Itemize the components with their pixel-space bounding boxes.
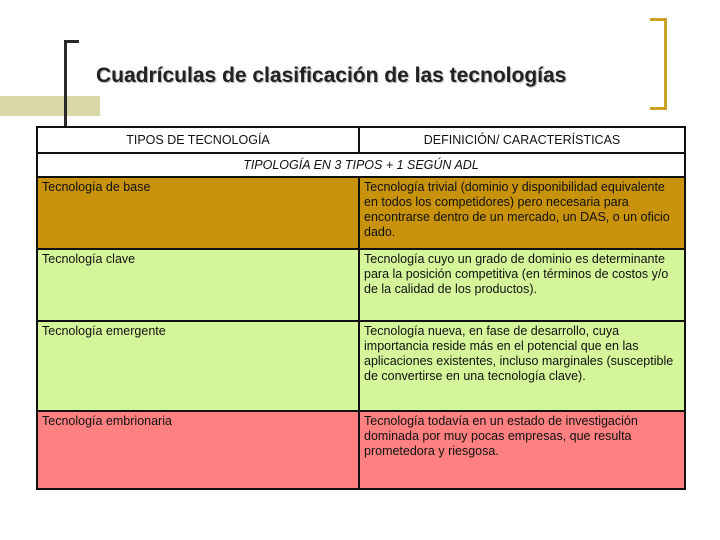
table-row (37, 411, 685, 489)
right-bracket-decoration (650, 18, 667, 110)
slide-title: Cuadrículas de clasificación de las tecnologías (96, 64, 567, 87)
table-row (37, 177, 685, 249)
table-header-row (37, 127, 685, 153)
row-definition: Tecnología trivial (dominio y disponibilidad equivalente en todos los competidores) pero necesaria para encontrarse dentro de un mercado, un DAS, o un oficio dado. (359, 177, 685, 249)
row-type: Tecnología embrionaria (37, 411, 359, 489)
row-definition: Tecnología todavía en un estado de investigación dominada por muy pocas empresas, que resulta prometedora y riesgosa. (359, 411, 685, 489)
row-type: Tecnología de base (37, 177, 359, 249)
table-subheader-row (37, 153, 685, 177)
row-definition: Tecnología cuyo un grado de dominio es determinante para la posición competitiva (en términos de costos y/o de la calidad de los productos). (359, 249, 685, 321)
table-row (37, 249, 685, 321)
row-definition: Tecnología nueva, en fase de desarrollo, cuya importancia reside más en el potencial que en las aplicaciones existentes, incluso marginales (susceptible de convertirse en una tecnología clave). (359, 321, 685, 411)
technology-classification-table (36, 126, 686, 490)
row-type: Tecnología clave (37, 249, 359, 321)
subheader-typology: TIPOLOGÍA EN 3 TIPOS + 1 SEGÚN ADL (37, 153, 685, 177)
left-bracket-decoration (64, 40, 79, 136)
row-type: Tecnología emergente (37, 321, 359, 411)
accent-bar (0, 96, 100, 116)
header-types: TIPOS DE TECNOLOGÍA (37, 127, 359, 153)
table-row (37, 321, 685, 411)
header-definition: DEFINICIÓN/ CARACTERÍSTICAS (359, 127, 685, 153)
